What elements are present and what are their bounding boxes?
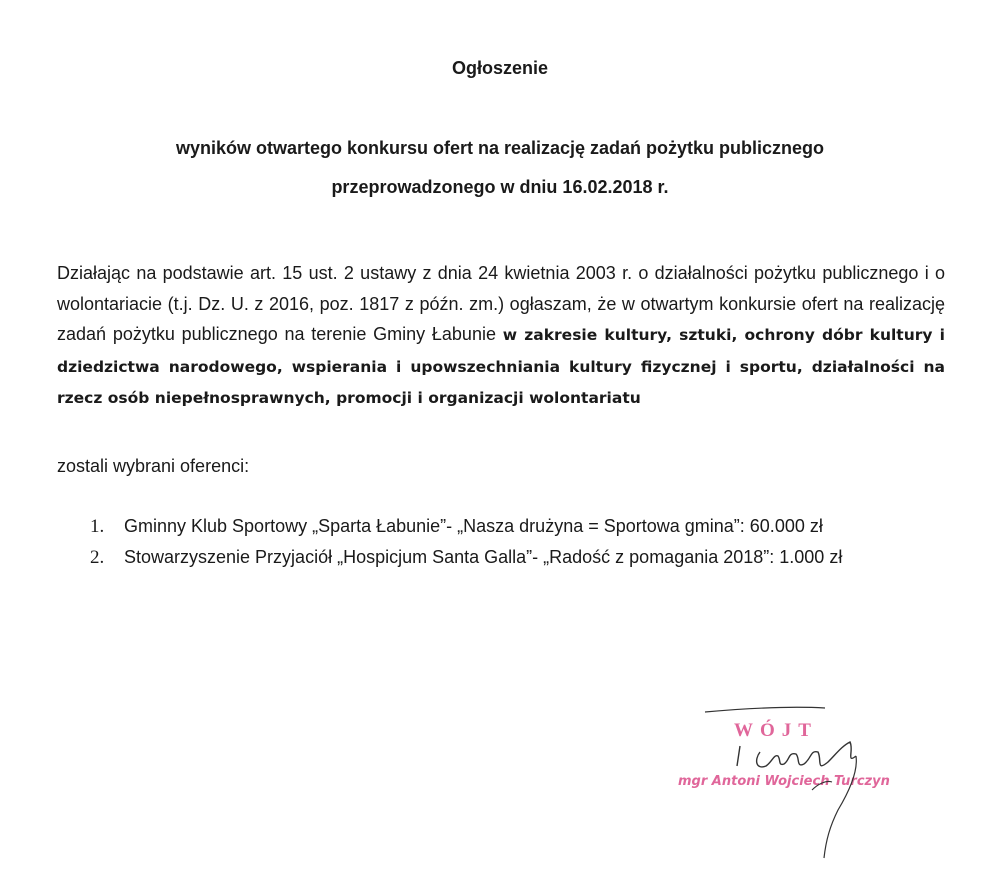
- official-stamp: [660, 690, 960, 880]
- document-title: Ogłoszenie: [451, 58, 549, 78]
- stamp-name: mgr Antoni Wojciech Turczyn: [678, 774, 890, 789]
- selected-offers-list: [90, 511, 842, 573]
- stamp-title: WÓJT: [734, 720, 818, 741]
- document-subtitle-line-2: przeprowadzonego w dniu 16.02.2018 r.: [331, 177, 669, 197]
- signature-icon: [660, 690, 960, 880]
- announcement-body-emphasis: w zakresie kultury, sztuki, ochrony dóbr kultury i dziedzictwa narodowego, wspierania i upowszechniania kultury fizycznej i sportu, działalności na rzecz osób niepełnosprawnych, promocji i organizacji wolontariatu: [57, 326, 945, 407]
- announcement-body: [57, 258, 945, 414]
- list-item-text: Stowarzyszenie Przyjaciół „Hospicjum Santa Galla”- „Radość z pomagania 2018”: 1.000 zł: [124, 547, 843, 567]
- list-item: [90, 542, 842, 573]
- list-item: [90, 511, 842, 542]
- list-item-number: 1.: [90, 516, 105, 537]
- list-item-number: 2.: [90, 547, 105, 568]
- document-subtitle-line-1: wyników otwartego konkursu ofert na realizację zadań pożytku publicznego: [175, 138, 825, 158]
- list-item-text: Gminny Klub Sportowy „Sparta Łabunie”- „Nasza drużyna = Sportowa gmina”: 60.000 zł: [124, 516, 823, 536]
- selected-bidders-intro: zostali wybrani oferenci:: [57, 456, 250, 476]
- announcement-body-regular: Działając na podstawie art. 15 ust. 2 ustawy z dnia 24 kwietnia 2003 r. o działalności pożytku publicznego i o wolontariacie (t.j. Dz. U. z 2016, poz. 1817 z późn. zm.) ogłaszam, że w otwartym konkursie ofert na realizację zadań pożytku publicznego na terenie Gminy Łabunie: [57, 263, 945, 344]
